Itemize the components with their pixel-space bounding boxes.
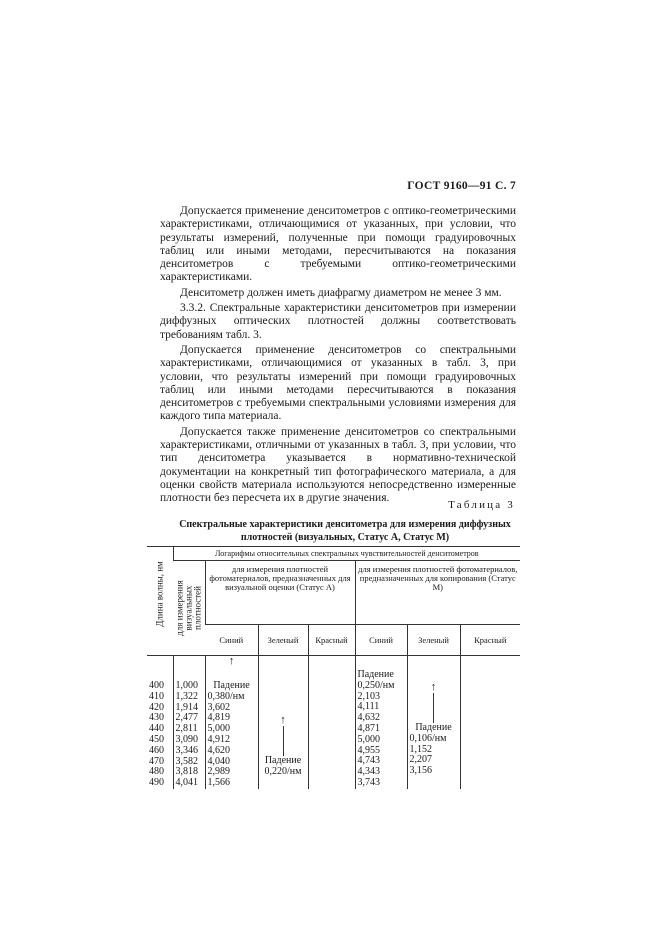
wavelength-column: 400 410 420 430 440 450 460 470 480 490	[149, 680, 164, 789]
paragraph-3: 3.3.2. Спектральные характеристики денситометров при измерении диффузных оптических плотностей должны соответствовать требованиям табл. 3.	[160, 302, 516, 341]
arrow-up-icon: ↑	[228, 655, 235, 667]
table-label: Таблица 3	[448, 499, 515, 511]
arrow-stem	[433, 693, 434, 723]
arrow-stem	[283, 726, 284, 756]
header-log-sensitivities: Логарифмы относительных спектральных чувствительностей денситометров	[173, 547, 520, 561]
paragraph-2: Денситометр должен иметь диафрагму диаметром не менее 3 мм.	[180, 286, 502, 299]
a-blue-column: Падение 0,380/нм 3,602 4,819 5,000 4,912 4,620 4,040 2,989 1,566	[205, 670, 258, 789]
header-status-a: для измерения плотностей фотоматериалов, предназначенных для визуальной оценки (Статус А)	[205, 561, 355, 625]
m-red-column	[460, 670, 520, 789]
arrow-up-icon: ↑	[430, 681, 437, 693]
header-status-m: для измерения плотностей фотоматериалов, предназначенных для копирования (Статус М)	[355, 561, 520, 625]
body-text	[160, 205, 516, 508]
header-m-green: Зеленый	[407, 625, 460, 656]
a-green-column: ↑ Падение 0,220/нм	[258, 670, 308, 789]
header-visual: для измерения визуальных плотностей	[173, 561, 205, 656]
header-a-red: Красный	[308, 625, 355, 656]
header-m-blue: Синий	[355, 625, 407, 656]
header-a-green: Зеленый	[258, 625, 308, 656]
header-m-red: Красный	[460, 625, 520, 656]
page-header: ГОСТ 9160—91 С. 7	[407, 180, 516, 192]
visual-column: 1,000 1,322 1,914 2,477 2,811 3,090 3,346 3,582 3,818 4,041	[173, 670, 205, 789]
header-wavelength: Длина волны, нм	[147, 547, 173, 656]
a-red-column	[308, 670, 355, 789]
paragraph-5: Допускается также применение денситометров со спектральными характеристиками, отличными от указанных в табл. 3, при условии, что тип денситометра указывается в нормативно-технической документации на конкретный тип фотографического материала, а для оценки свойств материала используются непосредственно измеренные плотности без пересчета их в другие значения.	[160, 425, 516, 505]
m-blue-column: Падение 0,250/нм 2,103 4,111 4,632 4,871 5,000 4,955 4,743 4,343 3,743	[355, 670, 407, 789]
table-caption: Спектральные характеристики денситометра для измерения диффузных плотностей (визуальных, Статус А, Статус М)	[179, 519, 511, 543]
m-green-column: ↑ Падение 0,106/нм 1,152 2,207 3,156	[407, 670, 460, 789]
a-blue-arrow-cell	[205, 656, 258, 671]
paragraph-1: Допускается применение денситометров с оптико-геометрическими характеристиками, отличающимися от указанных, при условии, что результаты измерений, полученные при помощи градуировочных таблиц или иными методами, пересчитываются на показания денситометров с требуемыми оптико-геометрическими характеристиками.	[160, 205, 516, 284]
header-a-blue: Синий	[205, 625, 258, 656]
arrow-up-icon: ↑	[280, 714, 286, 726]
paragraph-4: Допускается применение денситометров со спектральными характеристиками, отличающимися от указанных в табл. 3, при условии, что результаты измерений при помощи градуировочных таблиц или иными методами пересчитываются в показания денситометров с требуемыми спектральными условиями измерения для каждого типа материала.	[160, 343, 516, 423]
density-table	[147, 546, 520, 789]
